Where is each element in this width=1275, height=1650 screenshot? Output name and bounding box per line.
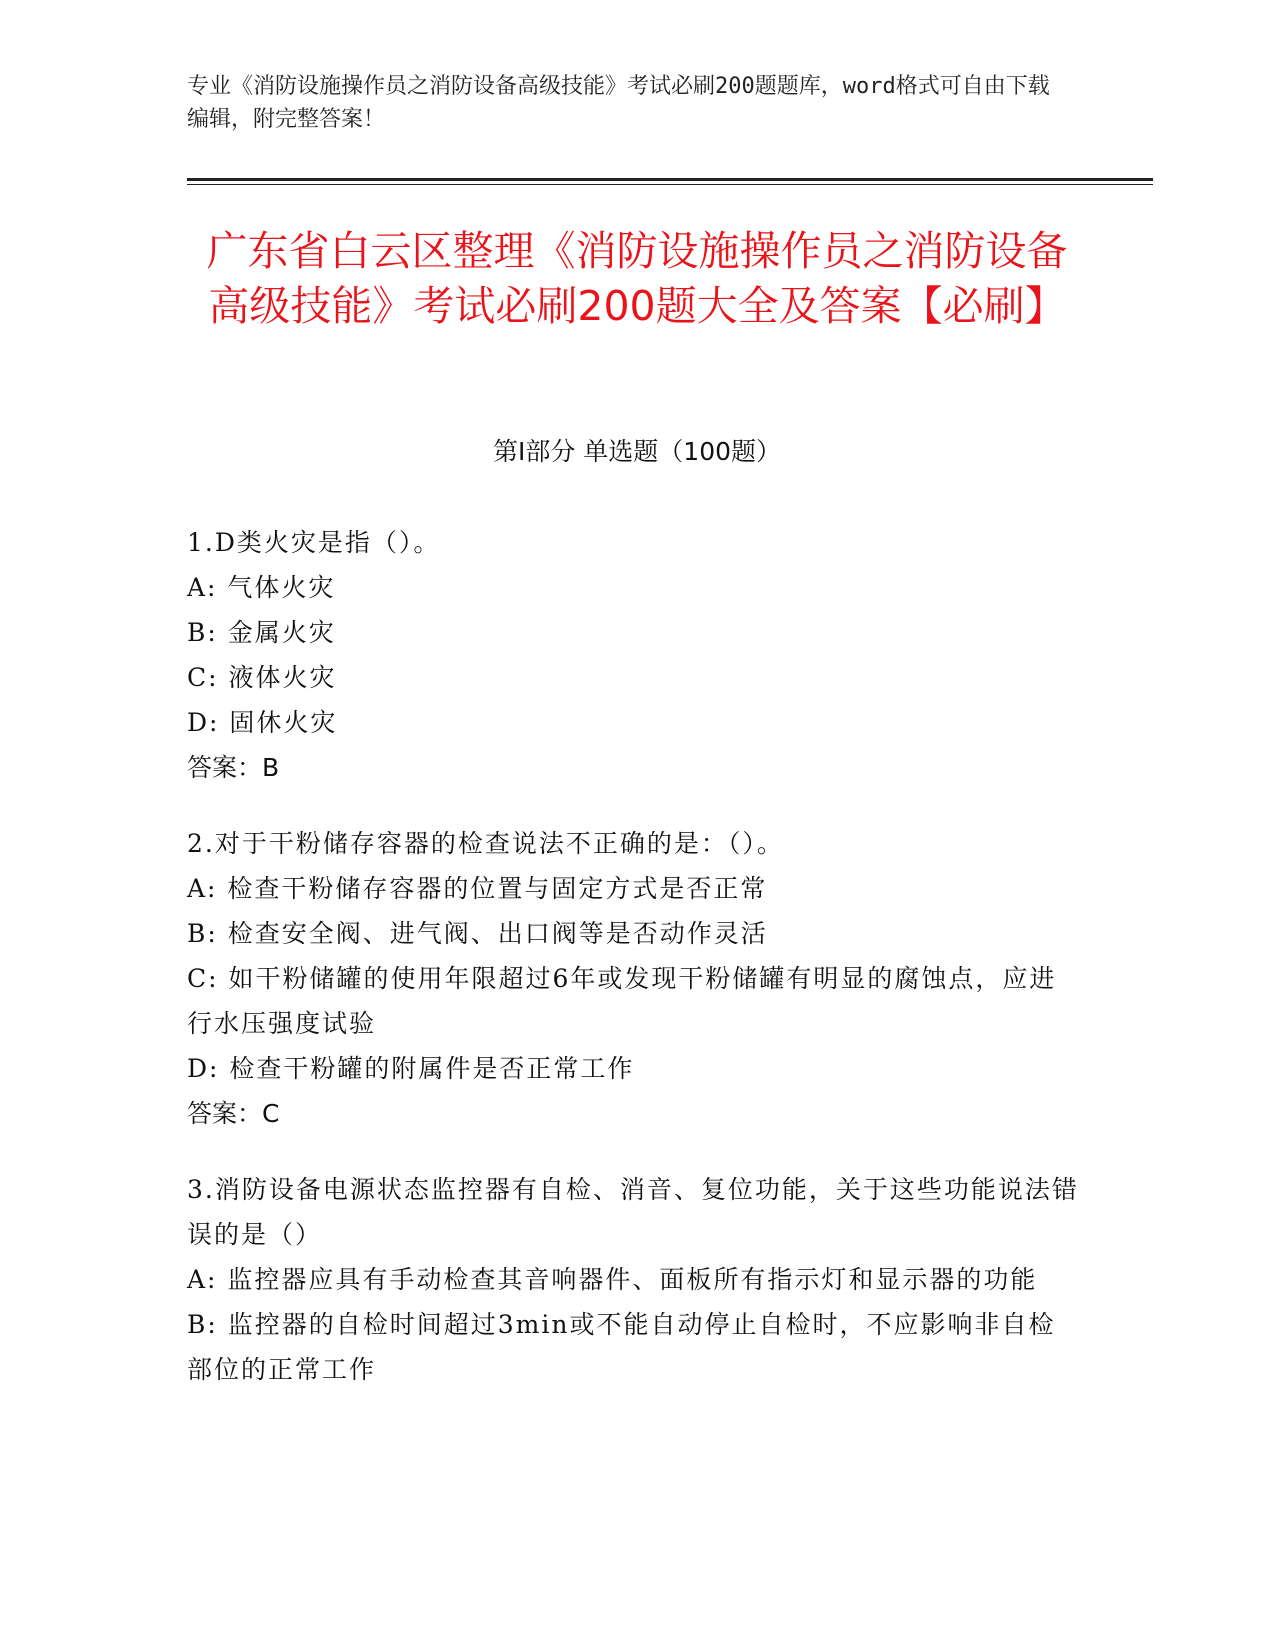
option-a: A: 检查干粉储存容器的位置与固定方式是否正常 bbox=[187, 874, 768, 903]
option-a: A: 监控器应具有手动检查其音响器件、面板所有指示灯和显示器的功能 bbox=[187, 1265, 1038, 1294]
option-c: C: 液体火灾 bbox=[187, 663, 337, 692]
question-text: 2.对于干粉储存容器的检查说法不正确的是：（）。 bbox=[187, 829, 784, 858]
option-b: B: 监控器的自检时间超过3min或不能自动停止自检时，不应影响非自检部位的正常工作 bbox=[187, 1310, 1056, 1384]
option-d: D: 固休火灾 bbox=[187, 708, 338, 737]
question-item bbox=[187, 821, 1082, 1136]
question-text: 3.消防设备电源状态监控器有自检、消音、复位功能，关于这些功能说法错误的是（） bbox=[187, 1175, 1079, 1249]
question-item bbox=[187, 1167, 1082, 1392]
header-divider-thin bbox=[187, 184, 1153, 185]
answer-text: 答案：B bbox=[187, 753, 280, 782]
option-d: D: 检查干粉罐的附属件是否正常工作 bbox=[187, 1054, 635, 1083]
question-item bbox=[187, 520, 1082, 790]
answer-text: 答案：C bbox=[187, 1099, 280, 1128]
option-b: B: 金属火灾 bbox=[187, 618, 336, 647]
question-list bbox=[187, 520, 1082, 1423]
section-title: 第I部分 单选题（100题） bbox=[492, 437, 782, 466]
header-divider-thick bbox=[187, 178, 1153, 181]
document-title: 广东省白云区整理《消防设施操作员之消防设备高级技能》考试必刷200题大全及答案【必刷】 bbox=[206, 227, 1068, 330]
question-text: 1.D类火灾是指（）。 bbox=[187, 528, 441, 557]
option-b: B: 检查安全阀、进气阀、出口阀等是否动作灵活 bbox=[187, 919, 768, 948]
header-note: 专业《消防设施操作员之消防设备高级技能》考试必刷200题题库，word格式可自由下载编辑，附完整答案！ bbox=[187, 74, 1050, 132]
option-c: C: 如干粉储罐的使用年限超过6年或发现干粉储罐有明显的腐蚀点，应进行水压强度试验 bbox=[187, 964, 1057, 1038]
option-a: A: 气体火灾 bbox=[187, 573, 336, 602]
